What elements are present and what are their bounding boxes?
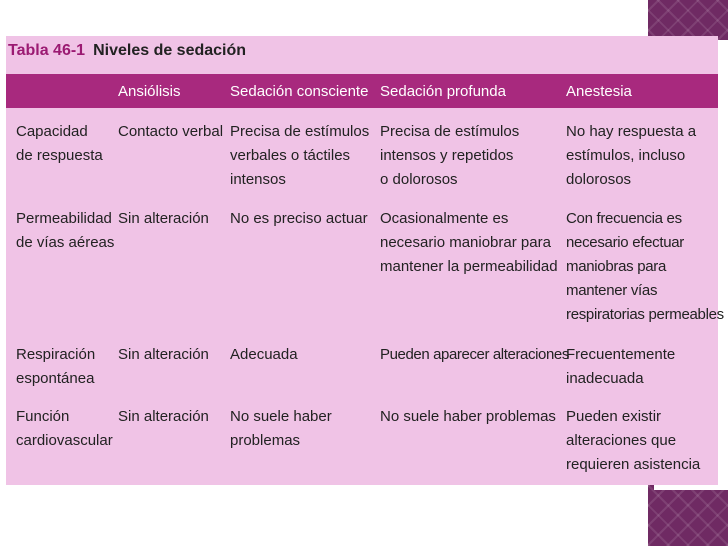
- table-number: Tabla 46-1: [8, 42, 86, 59]
- row-label: Función cardiovascular: [16, 408, 113, 449]
- table-title: [8, 42, 246, 60]
- table-cell: Precisa de estímulos intensos y repetidos o dolorosos: [380, 123, 520, 188]
- table-cell: No es preciso actuar: [230, 210, 368, 227]
- table-cell: Con frecuencia es necesario efectuar maniobras para mantener vías respiratorias permeables: [566, 210, 724, 323]
- table-cell: Sin alteración: [118, 210, 209, 227]
- header-sedacion-profunda: Sedación profunda: [380, 83, 506, 100]
- row-label: Respiración espontánea: [16, 346, 96, 387]
- header-anestesia: Anestesia: [566, 83, 632, 100]
- table-cell: No suele haber problemas: [230, 408, 332, 449]
- table-cell: Pueden existir alteraciones que requieren asistencia: [566, 408, 701, 473]
- table-cell: Frecuentemente inadecuada: [566, 346, 676, 387]
- row-label: Capacidad de respuesta: [16, 123, 103, 164]
- table-cell: No hay respuesta a estímulos, incluso dolorosos: [566, 123, 697, 188]
- table-cell: Pueden aparecer alteraciones: [380, 346, 569, 363]
- table-cell: No suele haber problemas: [380, 408, 556, 425]
- table-title-text: Niveles de sedación: [93, 42, 247, 59]
- table-cell: Ocasionalmente es necesario maniobrar para mantener la permeabilidad: [380, 210, 558, 275]
- table-cell: Contacto verbal: [118, 123, 224, 140]
- table-cell: Sin alteración: [118, 408, 209, 425]
- table-cell: Sin alteración: [118, 346, 209, 363]
- table-cell: Precisa de estímulos verbales o táctiles intensos: [230, 123, 370, 188]
- row-label: Permeabilidad de vías aéreas: [16, 210, 115, 251]
- table-cell: Adecuada: [230, 346, 298, 363]
- header-sedacion-consciente: Sedación consciente: [230, 83, 369, 100]
- header-ansiolisis: Ansiólisis: [118, 83, 181, 100]
